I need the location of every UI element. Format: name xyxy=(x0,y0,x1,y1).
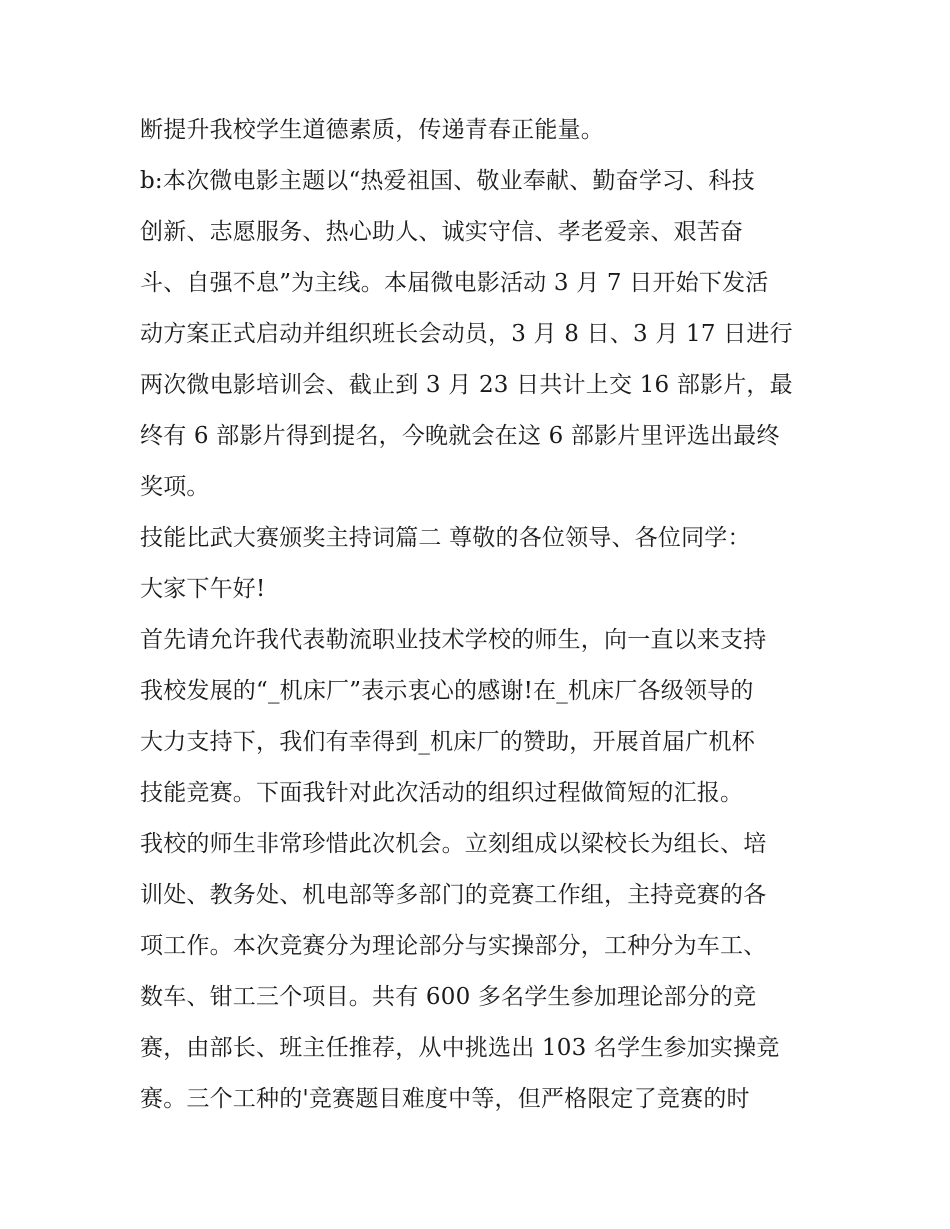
text-line: 数车、钳工三个项目。共有 600 多名学生参加理论部分的竞 xyxy=(140,984,757,1010)
text-line: 动方案正式启动并组织班长会动员，3 月 8 日、3 月 17 日进行 xyxy=(140,321,793,347)
text-line: 赛，由部长、班主任推荐，从中挑选出 103 名学生参加实操竞 xyxy=(140,1035,780,1061)
text-line: 我校发展的“_机床厂”表示衷心的感谢!在_机床厂各级领导的 xyxy=(140,678,754,704)
document-body xyxy=(140,105,820,1125)
text-line: 赛。三个工种的'竞赛题目难度中等，但严格限定了竞赛的时 xyxy=(140,1086,750,1112)
text-line: 大力支持下，我们有幸得到_机床厂的赞助，开展首届广机杯 xyxy=(140,729,755,755)
text-line: 两次微电影培训会、截止到 3 月 23 日共计上交 16 部影片，最 xyxy=(140,372,793,398)
text-line: 项工作。本次竞赛分为理论部分与实操部分，工种分为车工、 xyxy=(140,933,767,959)
text-line: 奖项。 xyxy=(140,474,210,500)
text-line: 断提升我校学生道德素质，传递青春正能量。 xyxy=(140,117,604,143)
text-line: 首先请允许我代表勒流职业技术学校的师生，向一直以来支持 xyxy=(140,627,767,653)
text-line: 训处、教务处、机电部等多部门的竞赛工作组，主持竞赛的各 xyxy=(140,882,767,908)
text-line: 技能比武大赛颁奖主持词篇二 尊敬的各位领导、各位同学： xyxy=(140,525,751,551)
text-line: 技能竞赛。下面我针对此次活动的组织过程做简短的汇报。 xyxy=(140,780,744,806)
text-line: b:本次微电影主题以“热爱祖国、敬业奉献、勤奋学习、科技 xyxy=(140,168,755,194)
text-line: 创新、志愿服务、热心助人、诚实守信、孝老爱亲、艰苦奋 xyxy=(140,219,744,245)
text-line: 终有 6 部影片得到提名，今晚就会在这 6 部影片里评选出最终 xyxy=(140,423,780,449)
text-line: 我校的师生非常珍惜此次机会。立刻组成以梁校长为组长、培 xyxy=(140,831,767,857)
text-line: 斗、自强不息”为主线。本届微电影活动 3 月 7 日开始下发活 xyxy=(140,270,769,296)
text-line: 大家下午好! xyxy=(140,576,266,602)
